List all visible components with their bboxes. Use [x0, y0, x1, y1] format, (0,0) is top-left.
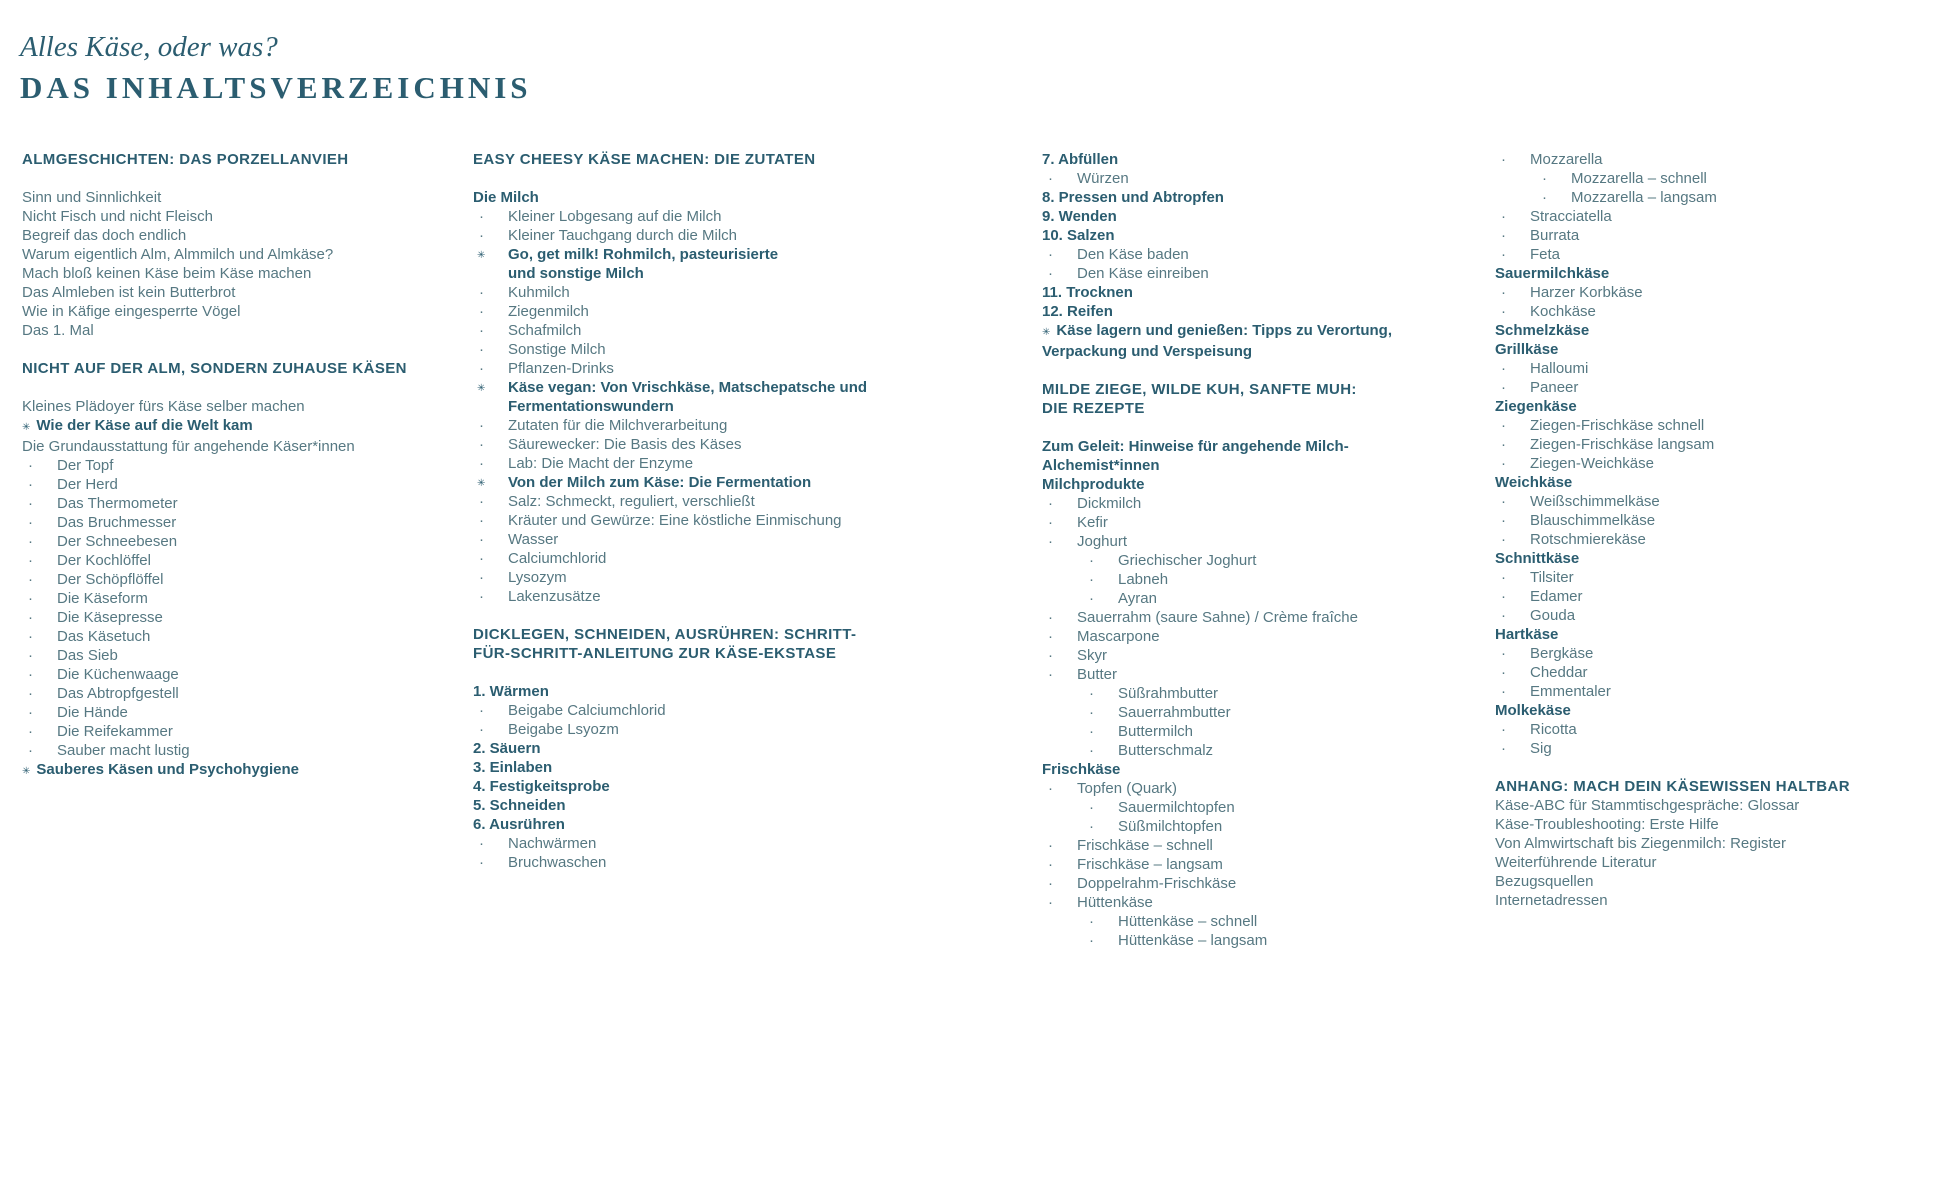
bullet-icon: · [28, 514, 33, 531]
toc-entry: · Säurewecker: Die Basis des Käses [479, 436, 742, 453]
toc-entry: Das 1. Mal [22, 322, 94, 339]
toc-entry: Käse-Troubleshooting: Erste Hilfe [1495, 816, 1719, 833]
toc-entry: · Beigabe Lsyozm [479, 721, 619, 738]
toc-entry: Von Almwirtschaft bis Ziegenmilch: Register [1495, 835, 1786, 852]
bullet-icon: · [1501, 607, 1506, 624]
bullet-icon: · [28, 666, 33, 683]
bullet-icon: · [1089, 685, 1094, 702]
toc-entry: · Ziegen-Frischkäse schnell [1501, 417, 1705, 434]
toc-entry: · Ayran [1089, 590, 1157, 607]
toc-entry: · Rotschmierekäse [1501, 531, 1646, 548]
bullet-icon: · [479, 208, 484, 225]
toc-column-1 [22, 150, 462, 781]
bullet-icon: · [1501, 512, 1506, 529]
toc-entry: · Buttermilch [1089, 723, 1194, 740]
toc-entry: Grillkäse [1495, 341, 1559, 358]
bullet-icon: · [1501, 531, 1506, 548]
bullet-icon: · [1501, 455, 1506, 472]
bullet-icon: · [28, 476, 33, 493]
toc-entry: Internetadressen [1495, 892, 1608, 909]
toc-entry: · Skyr [1048, 647, 1107, 664]
bullet-icon: · [28, 495, 33, 512]
bullet-icon: · [1048, 647, 1053, 664]
toc-entry: 8. Pressen und Abtropfen [1042, 189, 1224, 206]
bullet-icon: · [28, 742, 33, 759]
bullet-icon: · [1048, 666, 1053, 683]
bullet-icon: · [1501, 664, 1506, 681]
bullet-icon: · [479, 417, 484, 434]
toc-entry: · Sonstige Milch [479, 341, 606, 358]
toc-entry: · Butterschmalz [1089, 742, 1214, 759]
bullet-icon: · [479, 854, 484, 871]
bullet-icon: · [1089, 818, 1094, 835]
bullet-icon: · [1048, 894, 1053, 911]
toc-entry: · Mozzarella [1501, 151, 1603, 168]
bullet-icon: · [1048, 265, 1053, 282]
toc-entry: · Beigabe Calciumchlorid [479, 702, 666, 719]
toc-entry: · Der Kochlöffel [28, 552, 151, 569]
toc-entry: · Die Küchenwaage [28, 666, 179, 683]
toc-entry: · Die Hände [28, 704, 128, 721]
bullet-icon: · [1089, 590, 1094, 607]
toc-entry: Frischkäse [1042, 761, 1121, 778]
toc-entry: Die Grundausstattung für angehende Käser*innen [22, 438, 355, 455]
toc-entry: Weiterführende Literatur [1495, 854, 1657, 871]
toc-entry: · Sauermilchtopfen [1089, 799, 1235, 816]
bullet-icon: · [1501, 360, 1506, 377]
toc-entry: · Bergkäse [1501, 645, 1594, 662]
bullet-icon: · [28, 647, 33, 664]
toc-entry: · Feta [1501, 246, 1561, 263]
bullet-icon: · [479, 227, 484, 244]
toc-entry: Sauermilchkäse [1495, 265, 1610, 282]
toc-entry: · Kräuter und Gewürze: Eine köstliche Einmischung [479, 512, 842, 529]
bullet-icon: · [479, 455, 484, 472]
toc-section-header: DICKLEGEN, SCHNEIDEN, AUSRÜHREN: SCHRITT- FÜR-SCHRITT-ANLEITUNG ZUR KÄSE-EKSTASE [473, 626, 857, 662]
toc-column-2 [473, 150, 903, 872]
toc-entry: · Labneh [1089, 571, 1169, 588]
toc-entry: · Burrata [1501, 227, 1580, 244]
toc-entry: · Lab: Die Macht der Enzyme [479, 455, 694, 472]
toc-entry: · Salz: Schmeckt, reguliert, verschließt [479, 493, 755, 510]
toc-entry: · Topfen (Quark) [1048, 780, 1178, 797]
toc-entry: · Süßrahmbutter [1089, 685, 1219, 702]
star-icon: ✳ [477, 383, 486, 394]
toc-entry: · Das Abtropfgestell [28, 685, 179, 702]
bullet-icon: · [28, 685, 33, 702]
bullet-icon: · [1501, 379, 1506, 396]
toc-entry: Nicht Fisch und nicht Fleisch [22, 208, 213, 225]
bullet-icon: · [1048, 609, 1053, 626]
page-title: DAS INHALTSVERZEICHNIS [20, 70, 532, 105]
toc-entry: · Doppelrahm-Frischkäse [1048, 875, 1237, 892]
toc-entry: · Blauschimmelkäse [1501, 512, 1656, 529]
bullet-icon: · [1089, 742, 1094, 759]
bullet-icon: · [1089, 799, 1094, 816]
toc-entry: ✳ Käse vegan: Von Vrischkäse, Matschepatsche und Fermentationswundern [477, 379, 868, 415]
bullet-icon: · [28, 571, 33, 588]
bullet-icon: · [1048, 837, 1053, 854]
toc-entry: · Kleiner Tauchgang durch die Milch [479, 227, 738, 244]
bullet-icon: · [28, 609, 33, 626]
toc-entry: Sinn und Sinnlichkeit [22, 189, 162, 206]
toc-entry: · Kefir [1048, 514, 1108, 531]
toc-entry: ✳ Go, get milk! Rohmilch, pasteurisierte und sonstige Milch [477, 246, 779, 282]
bullet-icon: · [1048, 170, 1053, 187]
bullet-icon: · [1048, 856, 1053, 873]
toc-entry: Kleines Plädoyer fürs Käse selber machen [22, 398, 305, 415]
toc-entry: Zum Geleit: Hinweise für angehende Milch- Alchemist*innen [1042, 438, 1349, 474]
toc-entry: · Würzen [1048, 170, 1129, 187]
bullet-icon: · [1501, 303, 1506, 320]
bullet-icon: · [1089, 571, 1094, 588]
toc-entry: · Hüttenkäse – langsam [1089, 932, 1268, 949]
toc-entry: · Kuhmilch [479, 284, 570, 301]
toc-entry: · Hüttenkäse – schnell [1089, 913, 1258, 930]
toc-entry: 9. Wenden [1042, 208, 1117, 225]
toc-entry: · Pflanzen-Drinks [479, 360, 614, 377]
bullet-icon: · [479, 550, 484, 567]
bullet-icon: · [1089, 723, 1094, 740]
toc-entry: ✳ Von der Milch zum Käse: Die Fermentation [477, 474, 812, 491]
toc-entry: · Weißschimmelkäse [1501, 493, 1660, 510]
toc-entry: · Frischkäse – schnell [1048, 837, 1213, 854]
toc-entry: 12. Reifen [1042, 303, 1113, 320]
bullet-icon: · [479, 721, 484, 738]
bullet-icon: · [1501, 284, 1506, 301]
toc-entry: · Ricotta [1501, 721, 1577, 738]
toc-section-header: MILDE ZIEGE, WILDE KUH, SANFTE MUH: DIE REZEPTE [1042, 381, 1357, 417]
book-title: Alles Käse, oder was? [20, 31, 278, 63]
toc-entry: · Der Schöpflöffel [28, 571, 164, 588]
toc-entry: Wie in Käfige eingesperrte Vögel [22, 303, 241, 320]
toc-entry: · Frischkäse – langsam [1048, 856, 1223, 873]
toc-entry: · Die Käsepresse [28, 609, 163, 626]
toc-entry: Bezugsquellen [1495, 873, 1594, 890]
toc-entry: · Halloumi [1501, 360, 1589, 377]
toc-entry: Mach bloß keinen Käse beim Käse machen [22, 265, 312, 282]
toc-entry: Weichkäse [1495, 474, 1573, 491]
toc-entry: · Gouda [1501, 607, 1576, 624]
toc-entry: · Mozzarella – schnell [1542, 170, 1707, 187]
toc-entry: · Die Käseform [28, 590, 148, 607]
toc-entry: · Dickmilch [1048, 495, 1142, 512]
toc-entry: · Mascarpone [1048, 628, 1160, 645]
toc-entry: 6. Ausrühren [473, 816, 565, 833]
toc-entry: · Das Sieb [28, 647, 118, 664]
toc-column-3 [1042, 150, 1462, 950]
toc-section-header: EASY CHEESY KÄSE MACHEN: DIE ZUTATEN [473, 151, 816, 168]
bullet-icon: · [479, 531, 484, 548]
toc-entry: · Cheddar [1501, 664, 1588, 681]
bullet-icon: · [479, 702, 484, 719]
toc-entry: ✳ Käse lagern und genießen: Tipps zu Verortung, Verpackung und Verspeisung [1042, 322, 1392, 360]
bullet-icon: · [1501, 721, 1506, 738]
bullet-icon: · [1501, 683, 1506, 700]
toc-entry: Schnittkäse [1495, 550, 1580, 567]
bullet-icon: · [1501, 740, 1506, 757]
toc-entry: Käse-ABC für Stammtischgespräche: Glossar [1495, 797, 1800, 814]
toc-entry: · Mozzarella – langsam [1542, 189, 1717, 206]
bullet-icon: · [479, 588, 484, 605]
toc-section-header: ALMGESCHICHTEN: DAS PORZELLANVIEH [22, 151, 349, 168]
toc-entry: · Ziegen-Weichkäse [1501, 455, 1654, 472]
bullet-icon: · [479, 493, 484, 510]
bullet-icon: · [1501, 436, 1506, 453]
toc-entry: · Harzer Korbkäse [1501, 284, 1643, 301]
toc-entry: · Den Käse baden [1048, 246, 1189, 263]
toc-entry: · Stracciatella [1501, 208, 1612, 225]
bullet-icon: · [1048, 780, 1053, 797]
bullet-icon: · [28, 704, 33, 721]
bullet-icon: · [28, 590, 33, 607]
bullet-icon: · [1048, 628, 1053, 645]
toc-entry: · Emmentaler [1501, 683, 1611, 700]
toc-entry: · Wasser [479, 531, 559, 548]
toc-entry: Die Milch [473, 189, 539, 206]
toc-entry: Molkekäse [1495, 702, 1571, 719]
toc-entry: · Hüttenkäse [1048, 894, 1153, 911]
toc-entry: Milchprodukte [1042, 476, 1145, 493]
bullet-icon: · [479, 341, 484, 358]
toc-entry: Ziegenkäse [1495, 398, 1577, 415]
toc-entry: · Das Thermometer [28, 495, 178, 512]
toc-entry: · Griechischer Joghurt [1089, 552, 1257, 569]
toc-entry: · Tilsiter [1501, 569, 1574, 586]
toc-entry: · Sig [1501, 740, 1552, 757]
toc-entry: · Bruchwaschen [479, 854, 607, 871]
star-icon: ✳ [477, 478, 486, 489]
bullet-icon: · [479, 436, 484, 453]
toc-entry: ✳ Wie der Käse auf die Welt kam [22, 417, 253, 434]
bullet-icon: · [1501, 645, 1506, 662]
star-icon: ✳ [22, 766, 31, 777]
bullet-icon: · [1501, 588, 1506, 605]
toc-entry: · Der Schneebesen [28, 533, 178, 550]
toc-entry: 10. Salzen [1042, 227, 1115, 244]
toc-entry: · Ziegen-Frischkäse langsam [1501, 436, 1715, 453]
toc-entry: · Calciumchlorid [479, 550, 607, 567]
bullet-icon: · [1089, 932, 1094, 949]
bullet-icon: · [479, 303, 484, 320]
bullet-icon: · [479, 322, 484, 339]
bullet-icon: · [479, 360, 484, 377]
bullet-icon: · [1501, 417, 1506, 434]
bullet-icon: · [479, 512, 484, 529]
toc-section-header: NICHT AUF DER ALM, SONDERN ZUHAUSE KÄSEN [22, 360, 407, 377]
bullet-icon: · [1048, 875, 1053, 892]
bullet-icon: · [479, 569, 484, 586]
bullet-icon: · [1048, 495, 1053, 512]
toc-entry: · Sauerrahm (saure Sahne) / Crème fraîche [1048, 609, 1358, 626]
toc-section-header: ANHANG: MACH DEIN KÄSEWISSEN HALTBAR [1495, 778, 1850, 795]
toc-column-4 [1495, 150, 1925, 910]
toc-entry: · Den Käse einreiben [1048, 265, 1209, 282]
toc-entry: · Die Reifekammer [28, 723, 173, 740]
bullet-icon: · [1501, 493, 1506, 510]
toc-entry: · Sauber macht lustig [28, 742, 190, 759]
bullet-icon: · [1501, 151, 1506, 168]
toc-entry: · Der Topf [28, 457, 114, 474]
bullet-icon: · [28, 628, 33, 645]
toc-entry: · Butter [1048, 666, 1118, 683]
toc-entry: · Edamer [1501, 588, 1583, 605]
star-icon: ✳ [22, 422, 31, 433]
bullet-icon: · [28, 533, 33, 550]
toc-entry: · Der Herd [28, 476, 118, 493]
toc-entry: ✳ Sauberes Käsen und Psychohygiene [22, 761, 299, 778]
toc-entry: · Joghurt [1048, 533, 1128, 550]
toc-entry: · Kleiner Lobgesang auf die Milch [479, 208, 722, 225]
toc-entry: · Schafmilch [479, 322, 582, 339]
star-icon: ✳ [1042, 327, 1051, 338]
toc-entry: · Lakenzusätze [479, 588, 601, 605]
bullet-icon: · [28, 552, 33, 569]
toc-entry: 4. Festigkeitsprobe [473, 778, 610, 795]
star-icon: ✳ [477, 250, 486, 261]
toc-entry: Schmelzkäse [1495, 322, 1590, 339]
toc-entry: · Zutaten für die Milchverarbeitung [479, 417, 728, 434]
toc-entry: Das Almleben ist kein Butterbrot [22, 284, 236, 301]
bullet-icon: · [479, 284, 484, 301]
toc-entry: 5. Schneiden [473, 797, 566, 814]
toc-entry: Hartkäse [1495, 626, 1559, 643]
page-header [20, 30, 532, 108]
toc-entry: 7. Abfüllen [1042, 151, 1119, 168]
bullet-icon: · [1089, 913, 1094, 930]
bullet-icon: · [1089, 552, 1094, 569]
bullet-icon: · [1542, 189, 1547, 206]
bullet-icon: · [1501, 227, 1506, 244]
toc-entry: · Ziegenmilch [479, 303, 589, 320]
toc-entry: 1. Wärmen [473, 683, 549, 700]
bullet-icon: · [1048, 246, 1053, 263]
toc-entry: · Sauerrahmbutter [1089, 704, 1231, 721]
toc-entry: 2. Säuern [473, 740, 541, 757]
toc-entry: · Kochkäse [1501, 303, 1596, 320]
toc-entry: 11. Trocknen [1042, 284, 1133, 301]
bullet-icon: · [1089, 704, 1094, 721]
bullet-icon: · [1542, 170, 1547, 187]
bullet-icon: · [1048, 514, 1053, 531]
toc-entry: Warum eigentlich Alm, Almmilch und Almkäse? [22, 246, 334, 263]
toc-entry: · Paneer [1501, 379, 1579, 396]
bullet-icon: · [1501, 208, 1506, 225]
bullet-icon: · [1048, 533, 1053, 550]
toc-entry: · Süßmilchtopfen [1089, 818, 1223, 835]
bullet-icon: · [1501, 569, 1506, 586]
toc-entry: · Nachwärmen [479, 835, 597, 852]
toc-entry: · Das Käsetuch [28, 628, 151, 645]
toc-entry: · Das Bruchmesser [28, 514, 177, 531]
bullet-icon: · [479, 835, 484, 852]
toc-entry: Begreif das doch endlich [22, 227, 187, 244]
bullet-icon: · [28, 723, 33, 740]
bullet-icon: · [28, 457, 33, 474]
toc-entry: · Lysozym [479, 569, 567, 586]
bullet-icon: · [1501, 246, 1506, 263]
toc-entry: 3. Einlaben [473, 759, 553, 776]
